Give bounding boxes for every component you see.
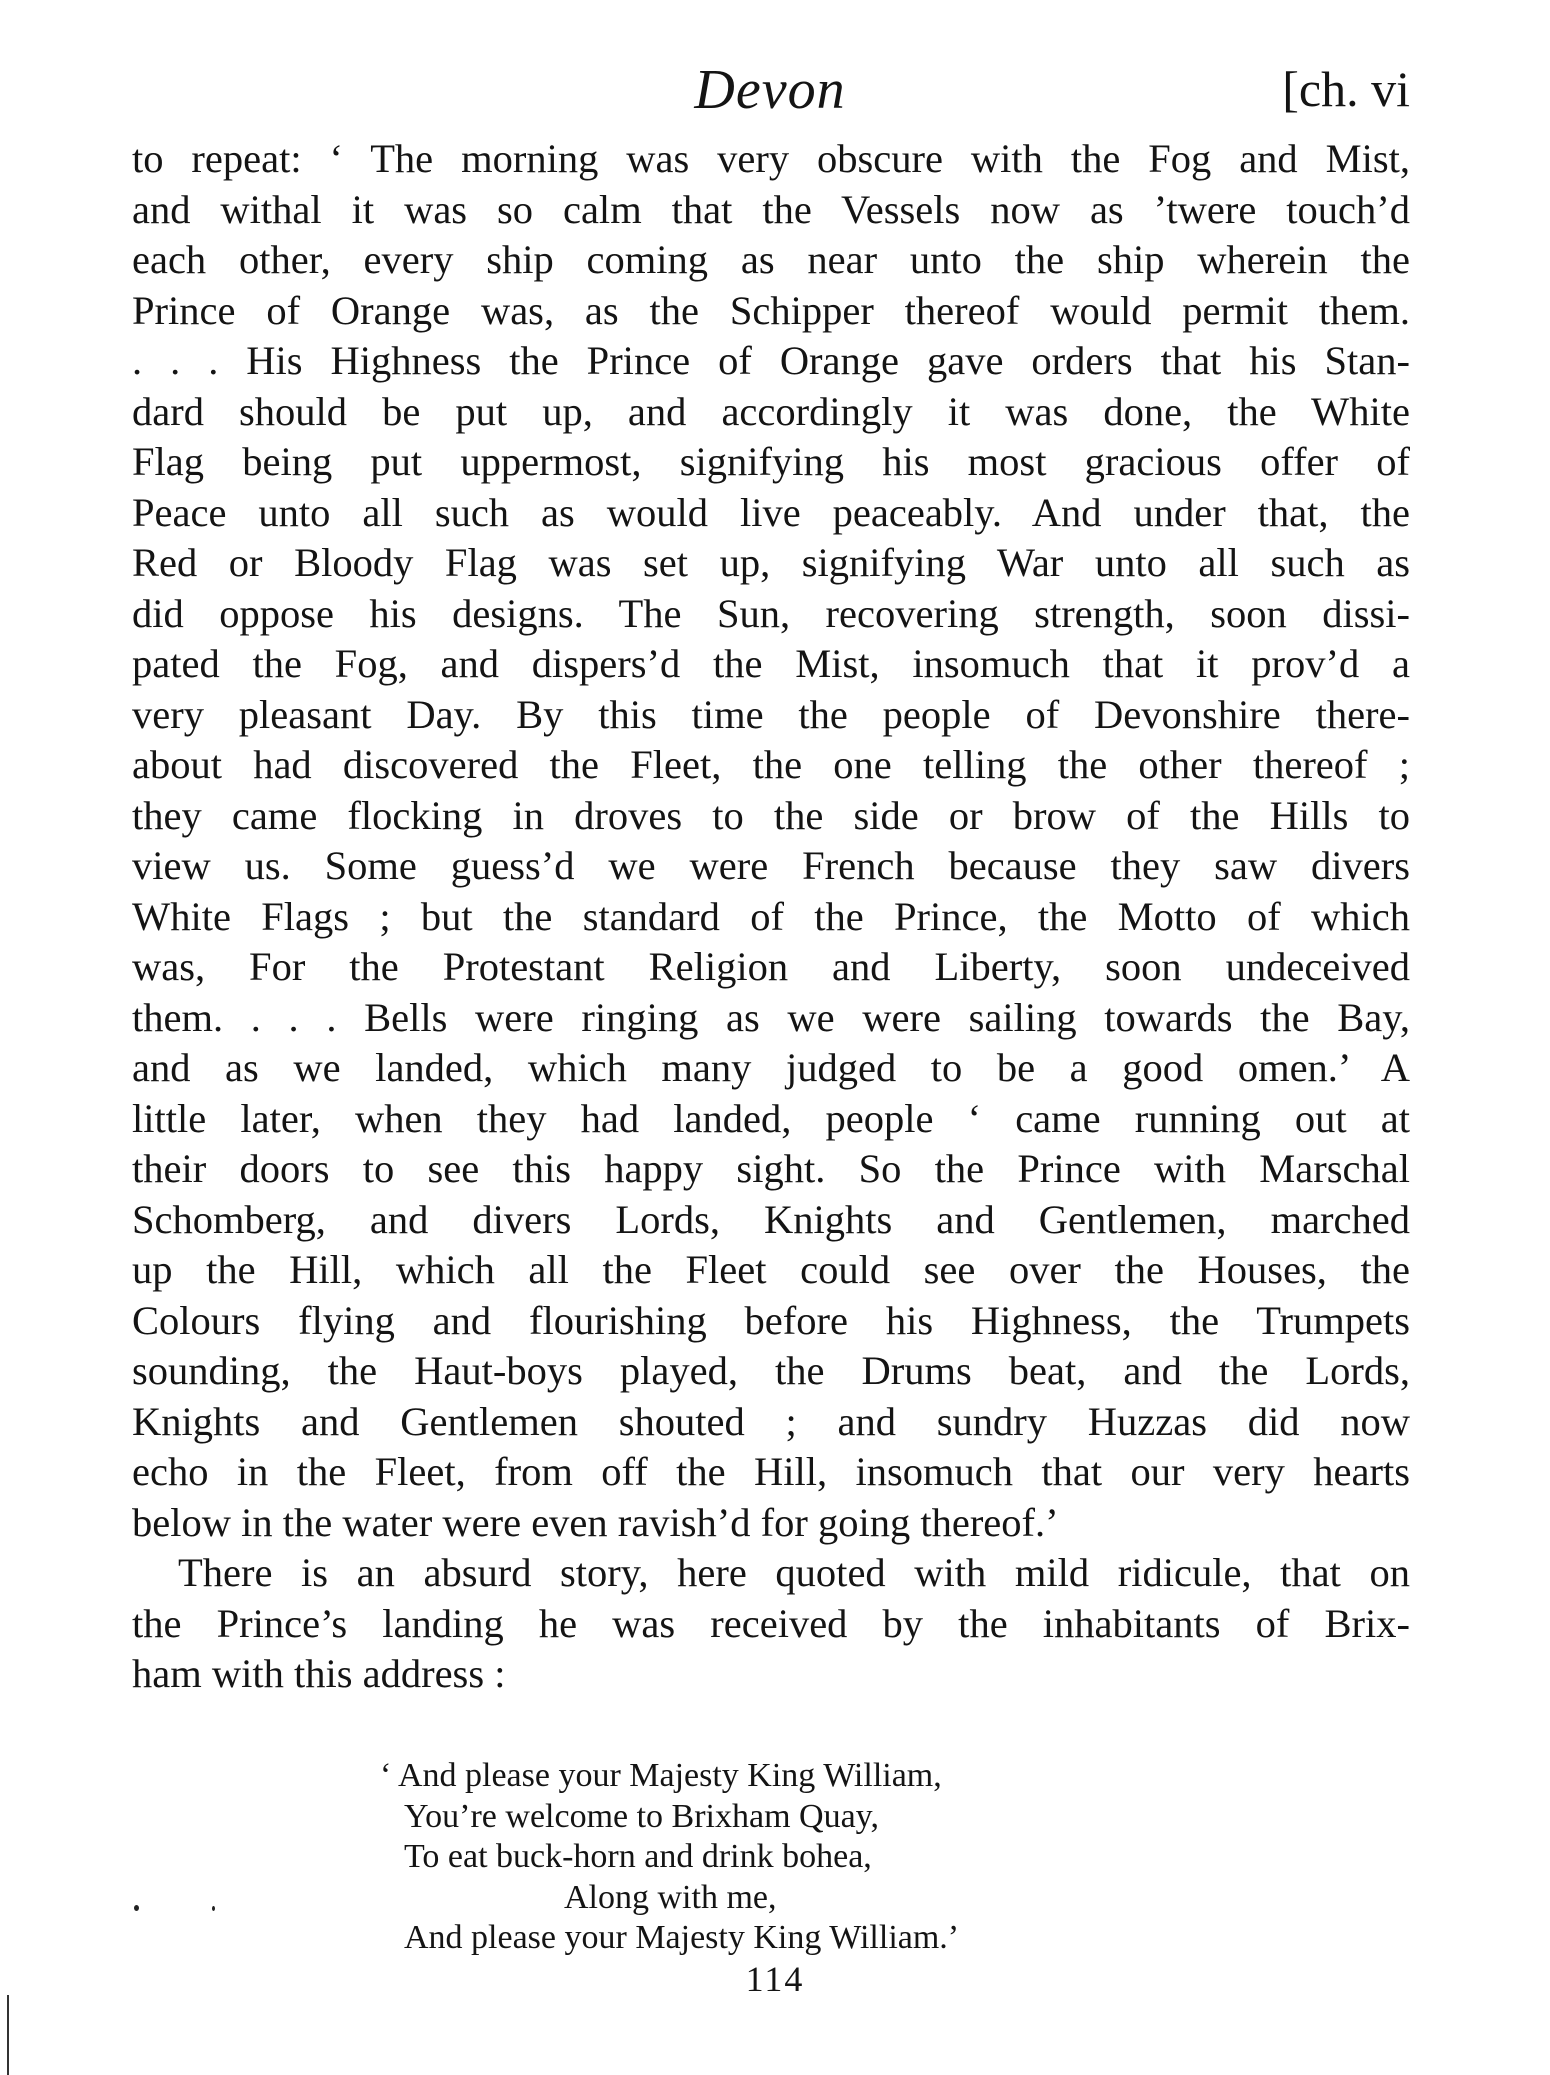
paragraph-start-line: There is an absurd story, here quoted with mild ridicule, that on <box>178 1550 1410 1595</box>
text-line: they came flocking in droves to the side or brow of the Hills to <box>132 792 1410 838</box>
text-line: did oppose his designs. The Sun, recovering strength, soon dissi- <box>132 590 1410 636</box>
text-line: Flag being put uppermost, signifying his most gracious offer of <box>132 439 1410 484</box>
text-line: to repeat: ‘ The morning was very obscure with the Fog and Mist, <box>132 136 1410 181</box>
text-line: them. . . . Bells were ringing as we were sailing towards the Bay, <box>132 994 1410 1040</box>
ink-speck <box>212 1906 215 1911</box>
text-line: Schomberg, and divers Lords, Knights and Gentlemen, marched <box>132 1196 1410 1242</box>
scan-edge-mark <box>7 1995 9 2075</box>
text-line: Red or Bloody Flag was set up, signifying War unto all such as <box>132 540 1410 585</box>
text-line: their doors to see this happy sight. So the Prince with Marschal <box>132 1146 1410 1191</box>
text-line: Peace unto all such as would live peaceably. And under that, the <box>132 489 1410 535</box>
text-line: about had discovered the Fleet, the one telling the other thereof ; <box>132 742 1410 787</box>
text-line: ham with this address : <box>132 1651 506 1696</box>
text-line: . . . His Highness the Prince of Orange gave orders that his Stan- <box>132 338 1410 383</box>
text-line: dard should be put up, and accordingly it was done, the White <box>132 388 1410 434</box>
body-text <box>132 134 1410 1700</box>
text-line: little later, when they had landed, people ‘ came running out at <box>132 1095 1410 1141</box>
text-line: was, For the Protestant Religion and Liberty, soon undeceived <box>132 944 1410 989</box>
verse-line: To eat buck-horn and drink bohea, <box>404 1838 872 1875</box>
running-head <box>130 52 1410 132</box>
page-number: 114 <box>745 1959 805 1999</box>
verse-line: And please your Majesty King William.’ <box>404 1919 960 1956</box>
verse-line: Along with me, <box>564 1878 777 1916</box>
text-line: below in the water were even ravish’d for going thereof.’ <box>132 1499 1059 1545</box>
page-title: Devon <box>694 59 846 121</box>
ink-speck <box>134 1905 139 1911</box>
verse-line: You’re welcome to Brixham Quay, <box>404 1797 879 1835</box>
text-line: and as we landed, which many judged to be a good omen.’ A <box>132 1045 1410 1090</box>
text-line: Prince of Orange was, as the Schipper thereof would permit them. <box>132 287 1410 333</box>
text-line: the Prince’s landing he was received by the inhabitants of Brix- <box>132 1600 1410 1646</box>
text-line: Knights and Gentlemen shouted ; and sundry Huzzas did now <box>132 1398 1410 1444</box>
text-line: sounding, the Haut-boys played, the Drums beat, and the Lords, <box>132 1348 1410 1393</box>
text-line: very pleasant Day. By this time the people of Devonshire there- <box>132 691 1410 737</box>
text-line: White Flags ; but the standard of the Prince, the Motto of which <box>132 893 1410 939</box>
text-line: and withal it was so calm that the Vessels now as ’twere touch’d <box>132 186 1410 232</box>
verse-block <box>380 1756 959 1959</box>
text-line: Colours flying and flourishing before his Highness, the Trumpets <box>132 1297 1410 1343</box>
text-line: pated the Fog, and dispers’d the Mist, insomuch that it prov’d a <box>132 641 1410 686</box>
text-line: view us. Some guess’d we were French because they saw divers <box>132 843 1410 888</box>
chapter-marker: [ch. vi <box>1282 61 1410 117</box>
verse-line: ‘ And please your Majesty King William, <box>380 1757 942 1794</box>
text-line: up the Hill, which all the Fleet could see over the Houses, the <box>132 1247 1410 1292</box>
text-line: each other, every ship coming as near unto the ship wherein the <box>132 237 1410 282</box>
text-line: echo in the Fleet, from off the Hill, insomuch that our very hearts <box>132 1449 1410 1494</box>
